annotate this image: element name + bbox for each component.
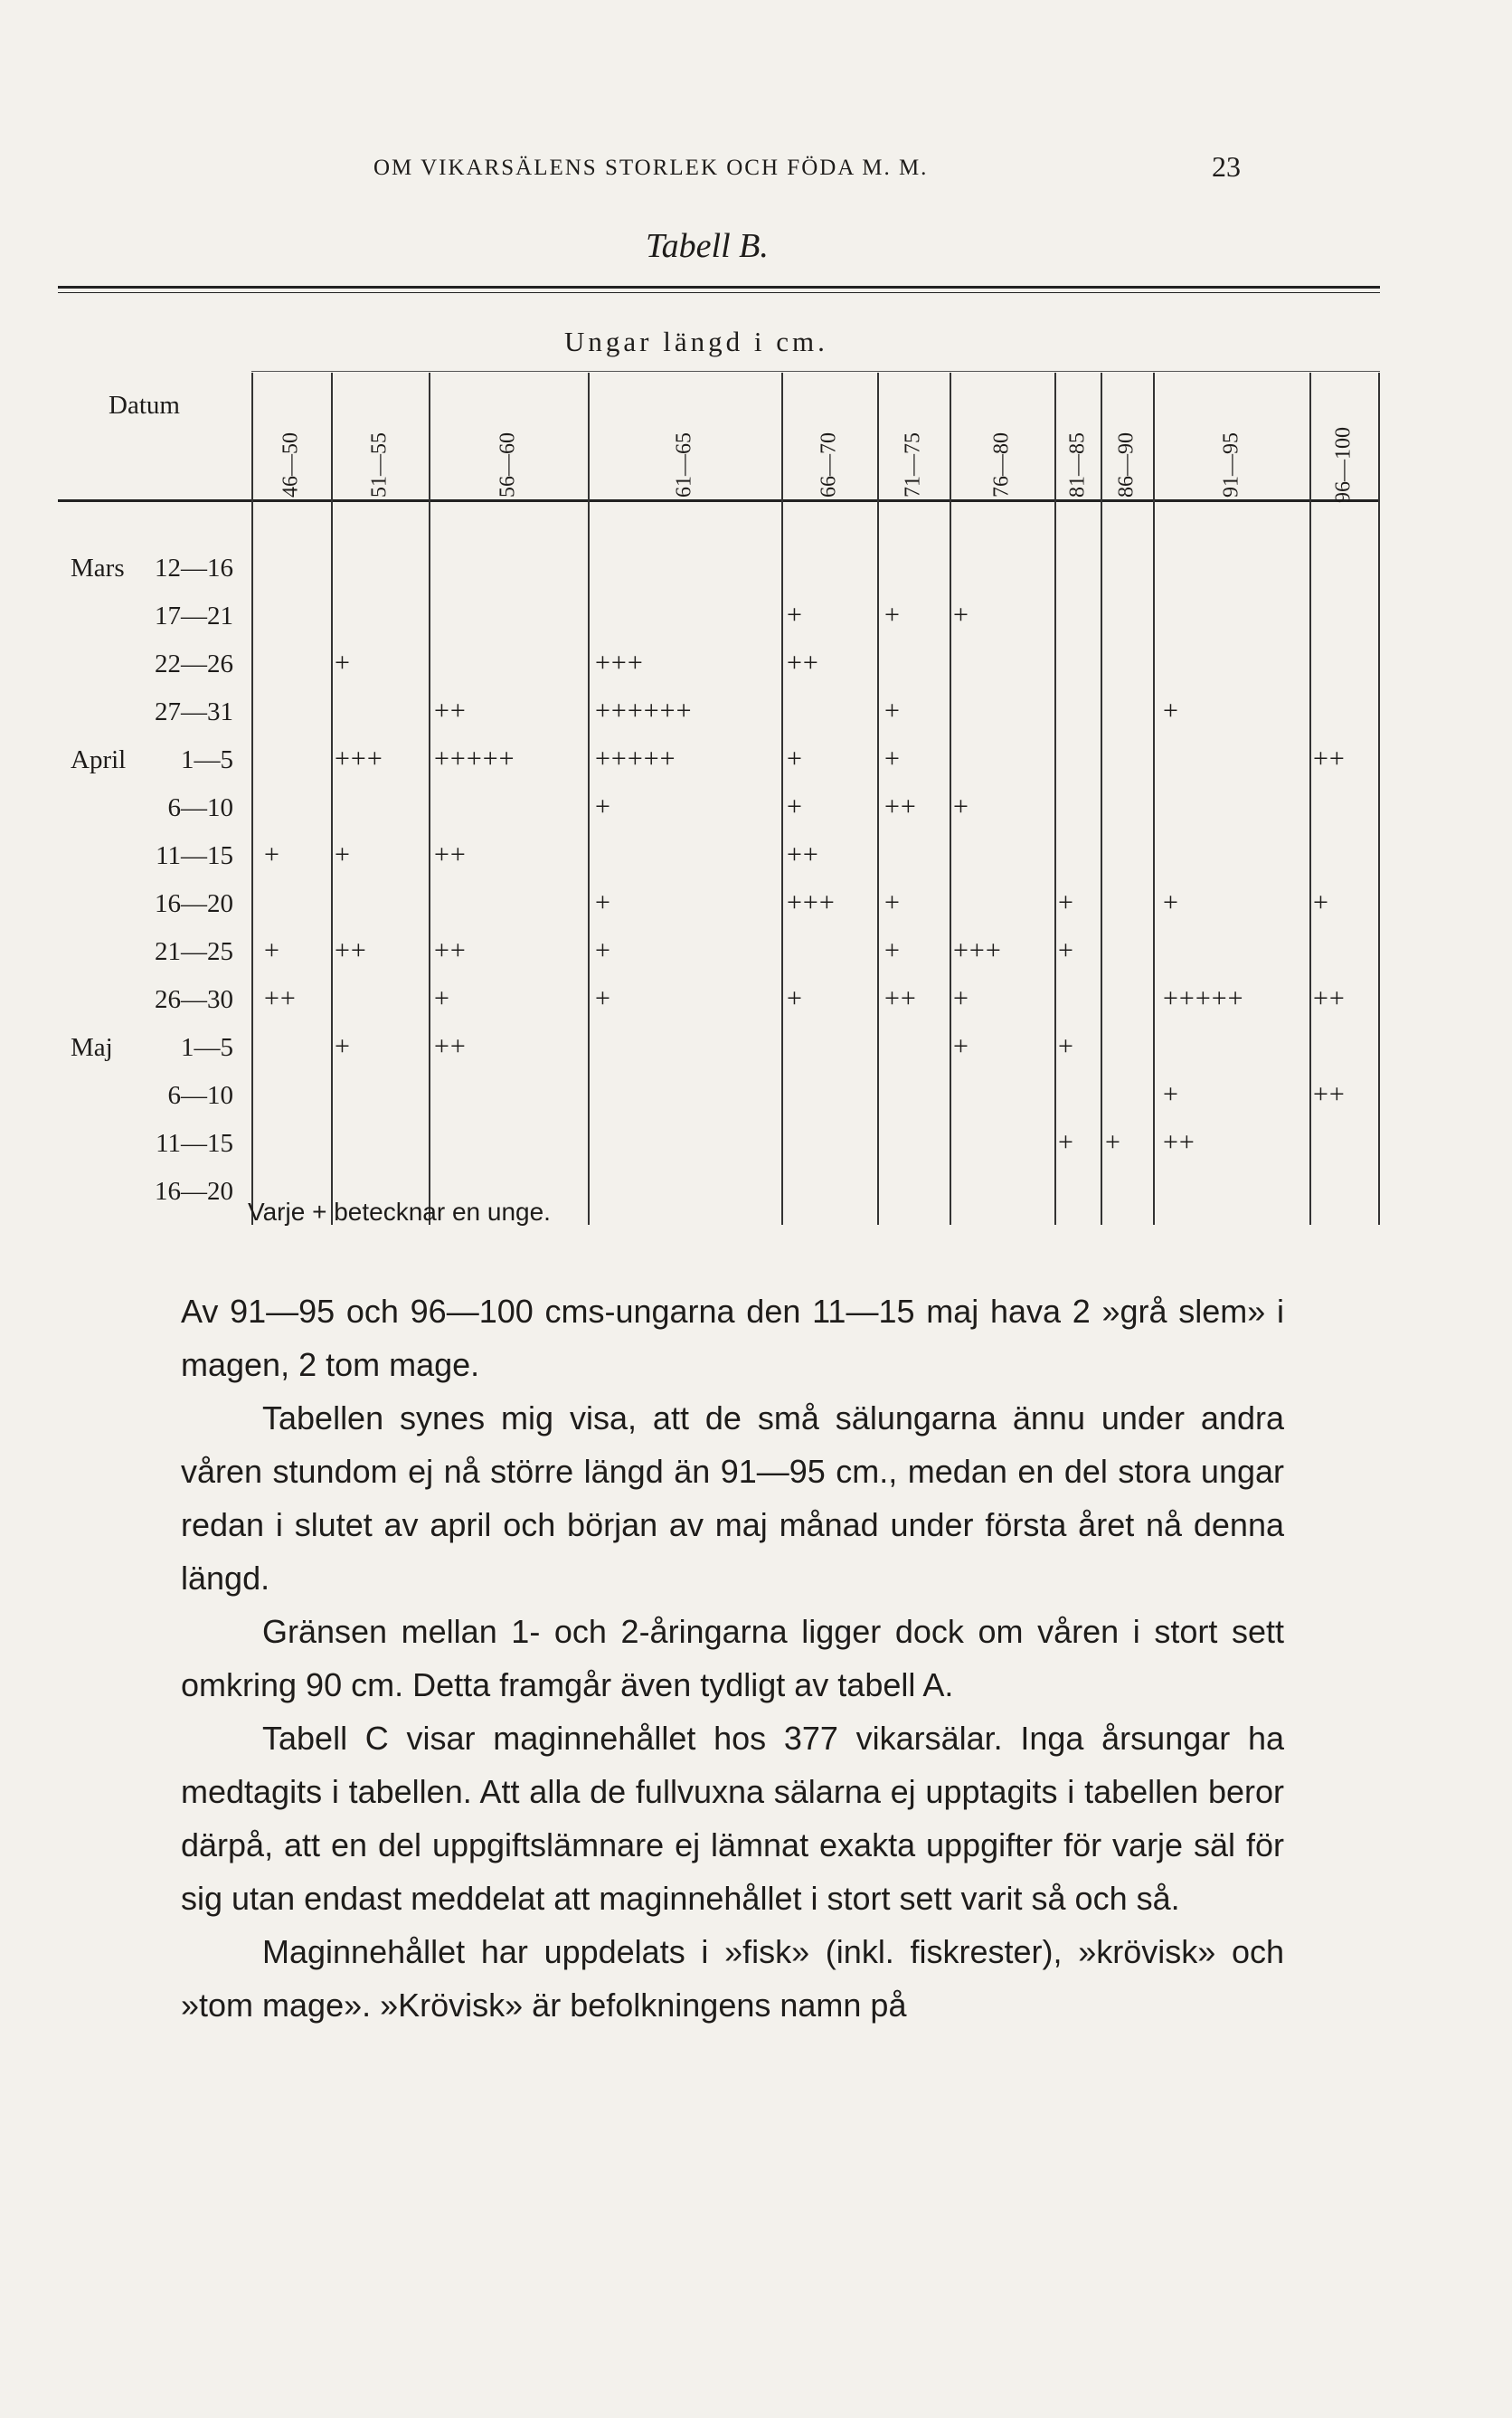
column-header-label: 61—65 [672, 432, 696, 498]
tally-cell: + [434, 983, 450, 1013]
column-header-label: 86—90 [1114, 432, 1139, 498]
column-divider [877, 373, 879, 1225]
column-header-label: 46—50 [279, 432, 303, 498]
tally-cell: + [264, 839, 280, 869]
tally-cell: ++ [434, 1031, 467, 1061]
tally-cell: + [884, 887, 901, 917]
tally-cell: ++ [1313, 983, 1346, 1013]
tally-cell: + [953, 1031, 969, 1061]
column-header-label: 91—95 [1219, 432, 1243, 498]
body-paragraph: Av 91—95 och 96—100 cms-ungarna den 11—15 maj hava 2 »grå slem» i magen, 2 tom mage. [181, 1293, 1284, 1383]
tally-cell: ++ [787, 648, 819, 678]
tally-cell: +++ [787, 887, 836, 917]
row-date-range: 6—10 [167, 1081, 233, 1110]
column-header-label: 96—100 [1331, 427, 1356, 503]
row-date-range: 11—15 [156, 841, 233, 870]
column-divider [331, 373, 333, 1225]
tally-cell: + [953, 792, 969, 821]
tally-cell: + [787, 744, 803, 773]
body-paragraph: Gränsen mellan 1- och 2-åringarna ligger dock om våren i stort sett omkring 90 cm. Detta framgår även tydligt av tabell A. [181, 1613, 1284, 1703]
tally-cell: +++++ [434, 744, 515, 773]
tally-cell: + [787, 600, 803, 630]
column-divider [781, 373, 783, 1225]
tally-cell: + [787, 983, 803, 1013]
tally-cell: + [884, 935, 901, 965]
tally-cell: +++ [595, 648, 644, 678]
top-rule-thin [58, 292, 1380, 293]
tally-cell: + [1163, 696, 1179, 725]
tally-cell: ++ [434, 935, 467, 965]
tally-cell: ++ [1163, 1127, 1195, 1157]
column-divider [1309, 373, 1311, 1225]
tally-cell: ++ [434, 696, 467, 725]
column-header-label: 76—80 [989, 432, 1014, 498]
column-divider [588, 373, 590, 1225]
row-date-range: 27—31 [155, 697, 233, 726]
tally-cell: + [1313, 887, 1329, 917]
tally-cell: + [1163, 887, 1179, 917]
body-paragraph: Tabell C visar maginnehållet hos 377 vikarsälar. Inga årsungar ha medtagits i tabellen. Att alla de fullvuxna sälarna ej upptagits i tabellen beror därpå, att en del uppgiftslämnare ej lämnat exakta uppgifter för varje säl för sig utan endast meddelat att maginnehållet i stort sett varit så och så. [181, 1720, 1284, 1917]
tally-cell: ++ [1313, 744, 1346, 773]
column-divider [1101, 373, 1102, 1225]
tally-cell: + [335, 1031, 351, 1061]
tally-cell: + [884, 600, 901, 630]
column-header-label: 71—75 [901, 432, 925, 498]
tally-cell: + [1105, 1127, 1121, 1157]
tally-cell: ++ [1313, 1079, 1346, 1109]
column-header-label: 51—55 [367, 432, 392, 498]
tally-cell: + [884, 696, 901, 725]
table-b [58, 286, 1380, 1206]
row-date-range: 12—16 [155, 554, 233, 583]
row-date-range: 11—15 [156, 1129, 233, 1158]
datum-header: Datum [109, 391, 180, 420]
tally-cell: +++++ [1163, 983, 1244, 1013]
tally-cell: + [1058, 935, 1074, 965]
column-divider [950, 373, 951, 1225]
body-paragraph: Maginnehållet har uppdelats i »fisk» (inkl. fiskrester), »krövisk» och »tom mage». »Krövisk» är befolkningens namn på [181, 1933, 1284, 2024]
tally-cell: ++ [264, 983, 297, 1013]
tally-cell: ++ [335, 935, 367, 965]
tally-cell: + [1058, 887, 1074, 917]
table-legend: Varje + betecknar en unge. [248, 1198, 551, 1226]
row-date-range: 16—20 [155, 1177, 233, 1206]
tally-cell: ++++++ [595, 696, 693, 725]
tally-cell: + [335, 839, 351, 869]
row-date-range: 6—10 [167, 793, 233, 822]
tally-cell: +++ [335, 744, 383, 773]
tally-cell: ++ [884, 792, 917, 821]
column-divider [1153, 373, 1155, 1225]
row-date-range: 17—21 [155, 602, 233, 631]
top-rule [58, 286, 1380, 289]
row-month: Maj [71, 1033, 113, 1062]
tally-cell: + [953, 600, 969, 630]
group-title: Ungar längd i cm. [564, 326, 828, 357]
tally-cell: ++ [884, 983, 917, 1013]
row-date-range: 22—26 [155, 650, 233, 678]
body-text [181, 1285, 1284, 2032]
row-date-range: 1—5 [181, 1033, 233, 1062]
tally-cell: + [884, 744, 901, 773]
tally-cell: ++ [434, 839, 467, 869]
tally-cell: +++++ [595, 744, 676, 773]
tally-cell: + [595, 792, 611, 821]
body-paragraph: Tabellen synes mig visa, att de små sälungarna ännu under andra våren stundom ej nå större längd än 91—95 cm., medan en del stora ungar redan i slutet av april och början av maj månad under första året nå denna längd. [181, 1399, 1284, 1597]
row-date-range: 1—5 [181, 745, 233, 774]
tally-cell: + [1163, 1079, 1179, 1109]
column-divider [251, 373, 253, 1225]
running-head: OM VIKARSÄLENS STORLEK OCH FÖDA M. M. [373, 156, 929, 180]
column-divider [429, 373, 430, 1225]
table-title: Tabell B. [646, 227, 769, 265]
column-divider [1378, 373, 1380, 1225]
tally-cell: + [953, 983, 969, 1013]
tally-cell: + [595, 983, 611, 1013]
group-underline [251, 371, 1380, 372]
tally-cell: + [264, 935, 280, 965]
row-month: Mars [71, 554, 125, 583]
tally-cell: + [1058, 1031, 1074, 1061]
tally-cell: + [1058, 1127, 1074, 1157]
column-header-label: 66—70 [817, 432, 841, 498]
page-number: 23 [1212, 150, 1241, 183]
header-rule [58, 499, 1380, 502]
row-date-range: 26—30 [155, 985, 233, 1014]
tally-cell: + [595, 887, 611, 917]
tally-cell: + [335, 648, 351, 678]
tally-cell: + [787, 792, 803, 821]
tally-cell: ++ [787, 839, 819, 869]
row-date-range: 16—20 [155, 889, 233, 918]
column-header-label: 81—85 [1065, 432, 1089, 498]
tally-cell: +++ [953, 935, 1002, 965]
row-date-range: 21—25 [155, 937, 233, 966]
row-month: April [71, 745, 127, 774]
tally-cell: + [595, 935, 611, 965]
column-divider [1054, 373, 1056, 1225]
column-header-label: 56—60 [496, 432, 520, 498]
